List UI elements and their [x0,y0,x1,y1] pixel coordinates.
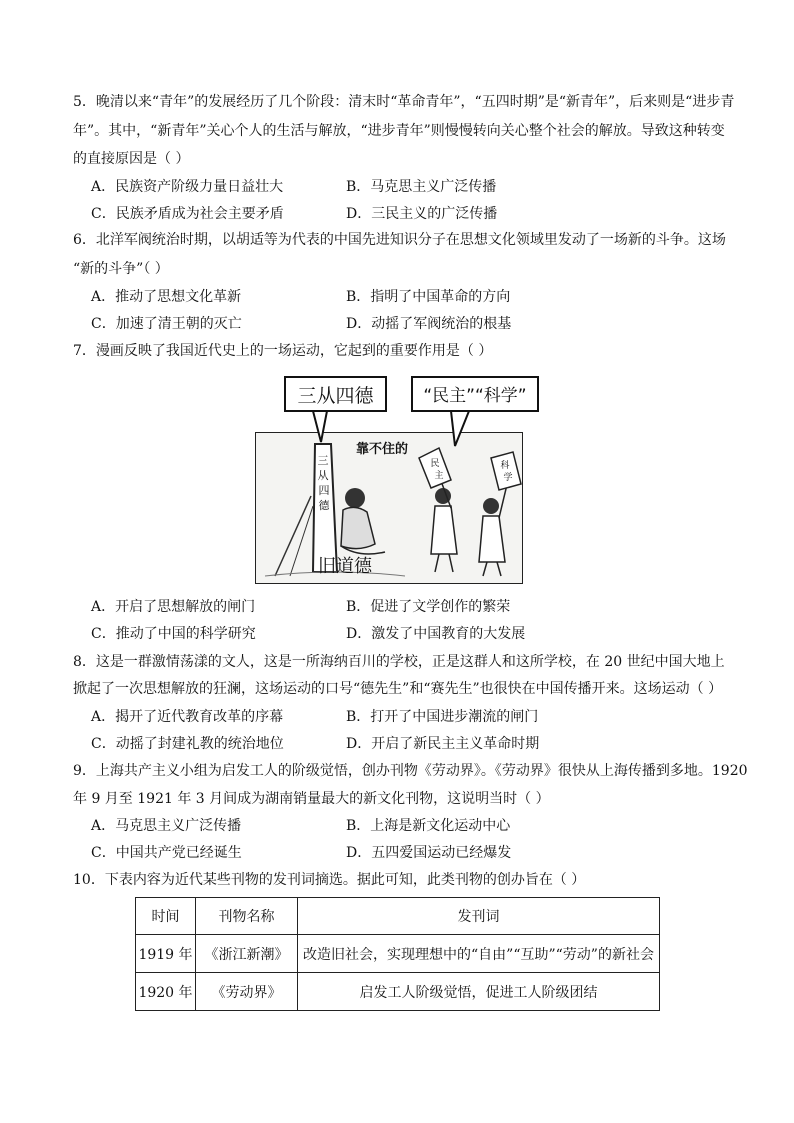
table-cell-foreword: 改造旧社会，实现理想中的“自由”“互助”“劳动”的新社会 [298,935,660,973]
periodicals-table [135,897,660,1011]
q6-option-b: B．指明了中国革命的方向 [346,289,511,305]
svg-text:民: 民 [430,459,440,469]
q10-stem: 10．下表内容为近代某些刊物的发刊词摘选。据此可知，此类刊物的创办旨在（ ） [73,872,586,888]
q5-option-a: A．民族资产阶级力量日益壮大 [91,179,284,195]
q9-option-a: A．马克思主义广泛传播 [91,818,242,834]
cartoon-caption: 旧道德 [318,556,372,577]
table-cell-foreword: 启发工人阶级觉悟，促进工人阶级团结 [298,973,660,1011]
q5-stem-line-3: 的直接原因是（ ） [73,151,190,167]
q9-option-d: D．五四爱国运动已经爆发 [346,845,512,861]
q9-stem-line-1: 9．上海共产主义小组为启发工人的阶级觉悟，创办刊物《劳动界》。《劳动界》很快从上海传播到多地。1920 [73,763,748,779]
speech-bubble-old-morality: 三从四德 [284,376,387,412]
svg-text:四: 四 [318,484,330,497]
svg-text:德: 德 [318,499,330,512]
svg-text:从: 从 [317,469,329,482]
table-header-foreword: 发刊词 [298,898,660,935]
q5-stem-line-1: 5．晚清以来“青年”的发展经历了几个阶段：清末时“革命青年”，“五四时期”是“新青年”，后来则是“进步青 [73,94,735,110]
q8-option-b: B．打开了中国进步潮流的闸门 [346,709,539,725]
q8-option-a: A．揭开了近代教育改革的序幕 [91,709,284,725]
q9-option-b: B．上海是新文化运动中心 [346,818,511,834]
table-cell-time: 1919 年 [136,935,196,973]
cartoon-figure [255,376,545,584]
q7-option-a: A．开启了思想解放的闸门 [91,599,256,615]
cartoon-title: 靠不住的 [356,442,409,457]
q6-stem-line-2: “新的斗争”（ ） [73,261,169,277]
table-header-row [136,898,660,935]
q5-option-d: D．三民主义的广泛传播 [346,206,498,222]
q5-stem-line-2: 年”。其中，“新青年”关心个人的生活与解放，“进步青年”则慢慢转向关心整个社会的解放。导致这种转变 [73,123,725,139]
q6-option-d: D．动摇了军阀统治的根基 [346,316,512,332]
q5-option-c: C．民族矛盾成为社会主要矛盾 [91,206,284,222]
q9-stem-line-2: 年 9 月至 1921 年 3 月间成为湖南销量最大的新文化刊物，这说明当时（ ） [73,791,550,807]
svg-text:三: 三 [317,454,329,467]
table-row [136,935,660,973]
speech-bubble-democracy-science: “民主”“科学” [411,376,539,412]
q7-option-d: D．激发了中国教育的大发展 [346,626,526,642]
svg-text:科: 科 [500,461,510,471]
q5-option-b: B．马克思主义广泛传播 [346,179,497,195]
q8-option-d: D．开启了新民主主义革命时期 [346,736,540,752]
q8-stem-line-1: 8．这是一群激情荡漾的文人，这是一所海纳百川的学校，正是这群人和这所学校，在 20 世纪中国大地上 [73,654,725,670]
svg-text:主: 主 [434,471,444,481]
table-cell-title: 《浙江新潮》 [196,935,298,973]
table-header-title: 刊物名称 [196,898,298,935]
q6-option-c: C．加速了清王朝的灭亡 [91,316,242,332]
q7-option-b: B．促进了文学创作的繁荣 [346,599,511,615]
q8-stem-line-2: 掀起了一次思想解放的狂澜，这场运动的口号“德先生”和“赛先生”也很快在中国传播开来。这场运动（ ） [73,681,723,697]
q9-option-c: C．中国共产党已经诞生 [91,845,242,861]
table-row [136,973,660,1011]
q6-option-a: A．推动了思想文化革新 [91,289,242,305]
table-header-time: 时间 [136,898,196,935]
q8-option-c: C．动摇了封建礼教的统治地位 [91,736,284,752]
q7-option-c: C．推动了中国的科学研究 [91,626,256,642]
q6-stem-line-1: 6．北洋军阀统治时期，以胡适等为代表的中国先进知识分子在思想文化领域里发动了一场新的斗争。这场 [73,232,726,248]
table-cell-time: 1920 年 [136,973,196,1011]
q7-stem: 7．漫画反映了我国近代史上的一场运动，它起到的重要作用是（ ） [73,343,493,359]
table-cell-title: 《劳动界》 [196,973,298,1011]
svg-text:学: 学 [503,473,513,483]
